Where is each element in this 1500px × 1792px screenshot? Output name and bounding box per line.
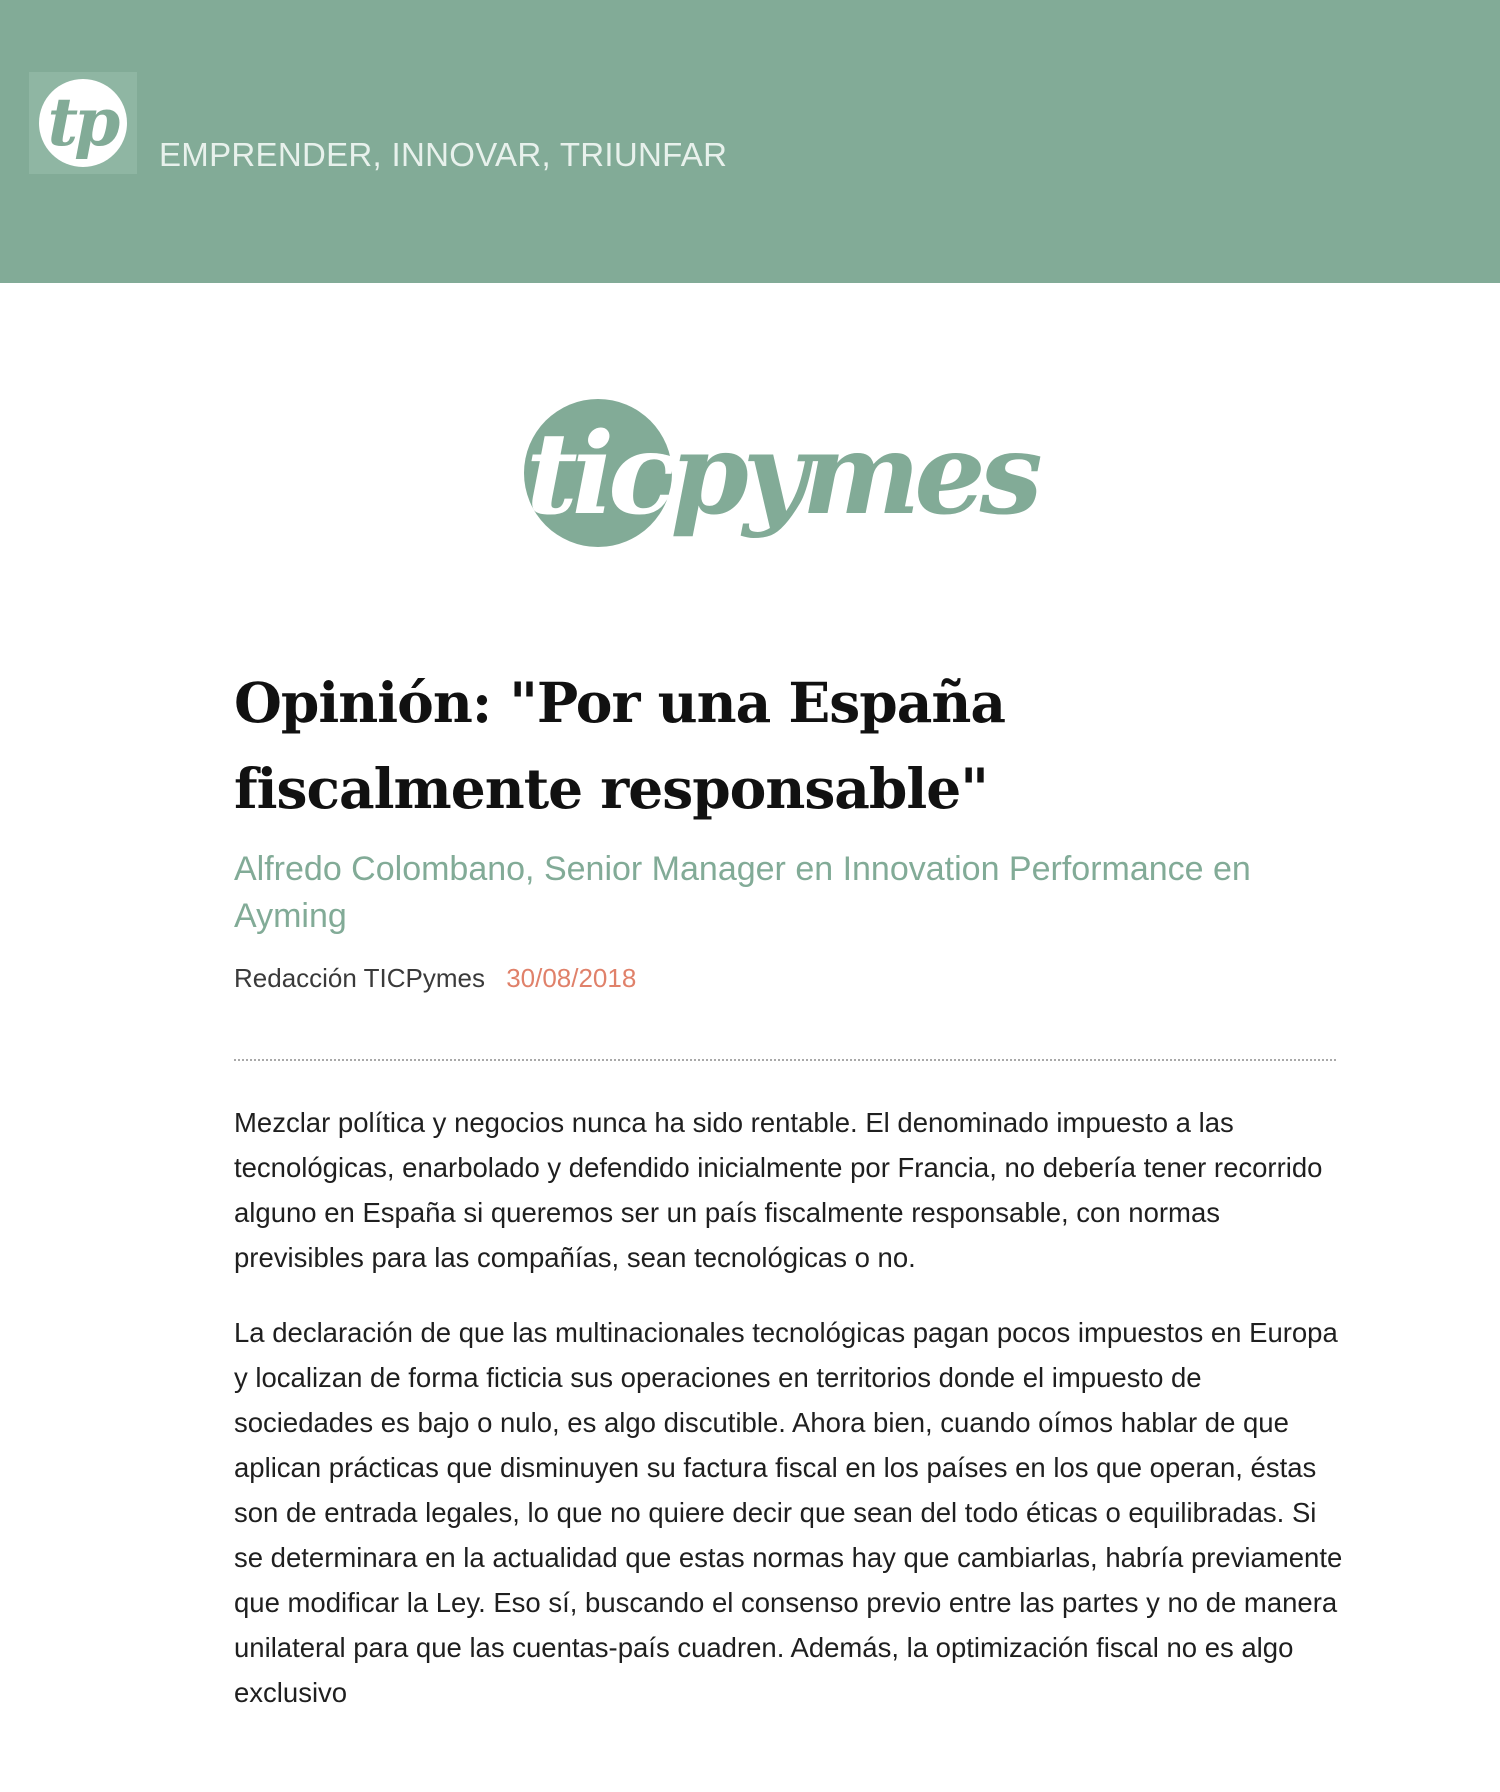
article-title-line1: Opinión: "Por una España: [234, 670, 1005, 735]
ticpymes-logo[interactable]: [520, 395, 1037, 555]
paragraph: La declaración de que las multinacionales tecnológicas pagan pocos impuestos en Europa y localizan de forma ficticia sus operaciones en territorios donde el impuesto de sociedades es bajo o nulo, es algo discutible. Ahora bien, cuando oímos hablar de que aplican prácticas que disminuyen su factura fiscal en los países en los que operan, éstas son de entrada legales, lo que no quiere decir que sean del todo éticas o equilibradas. Si se determinara en la actualidad que estas normas hay que cambiarlas, habría previamente que modificar la Ley. Eso sí, buscando el consenso previo entre las partes y no de manera unilateral para que las cuentas-país cuadren. Además, la optimización fiscal no es algo exclusivo: [234, 1317, 1343, 1708]
svg-text:tp: tp: [47, 83, 117, 161]
tp-logo[interactable]: [29, 72, 137, 174]
site-slogan: EMPRENDER, INNOVAR, TRIUNFAR: [159, 136, 728, 173]
site-header: [0, 0, 1500, 283]
article-title-line2: fiscalmente responsable": [234, 756, 988, 821]
publish-date: 30/08/2018: [506, 963, 637, 993]
author-link[interactable]: Redacción TICPymes: [234, 963, 485, 993]
article-title: [234, 660, 1234, 832]
article-subtitle: Alfredo Colombano, Senior Manager en Innovation Performance en Ayming: [234, 850, 1251, 935]
ticpymes-wordmark: ticpymes: [526, 409, 1037, 540]
svg-text:ticpymes: ticpymes: [520, 395, 524, 396]
paragraph: Mezclar política y negocios nunca ha sido rentable. El denominado impuesto a las tecnológicas, enarbolado y defendido inicialmente por Francia, no debería tener recorrido alguno en España si queremos ser un país fiscalmente responsable, con normas previsibles para las compañías, sean tecnológicas o no.: [234, 1107, 1323, 1273]
article-body: [234, 1100, 1344, 1745]
divider: [234, 1059, 1336, 1061]
article-meta: [234, 961, 636, 995]
